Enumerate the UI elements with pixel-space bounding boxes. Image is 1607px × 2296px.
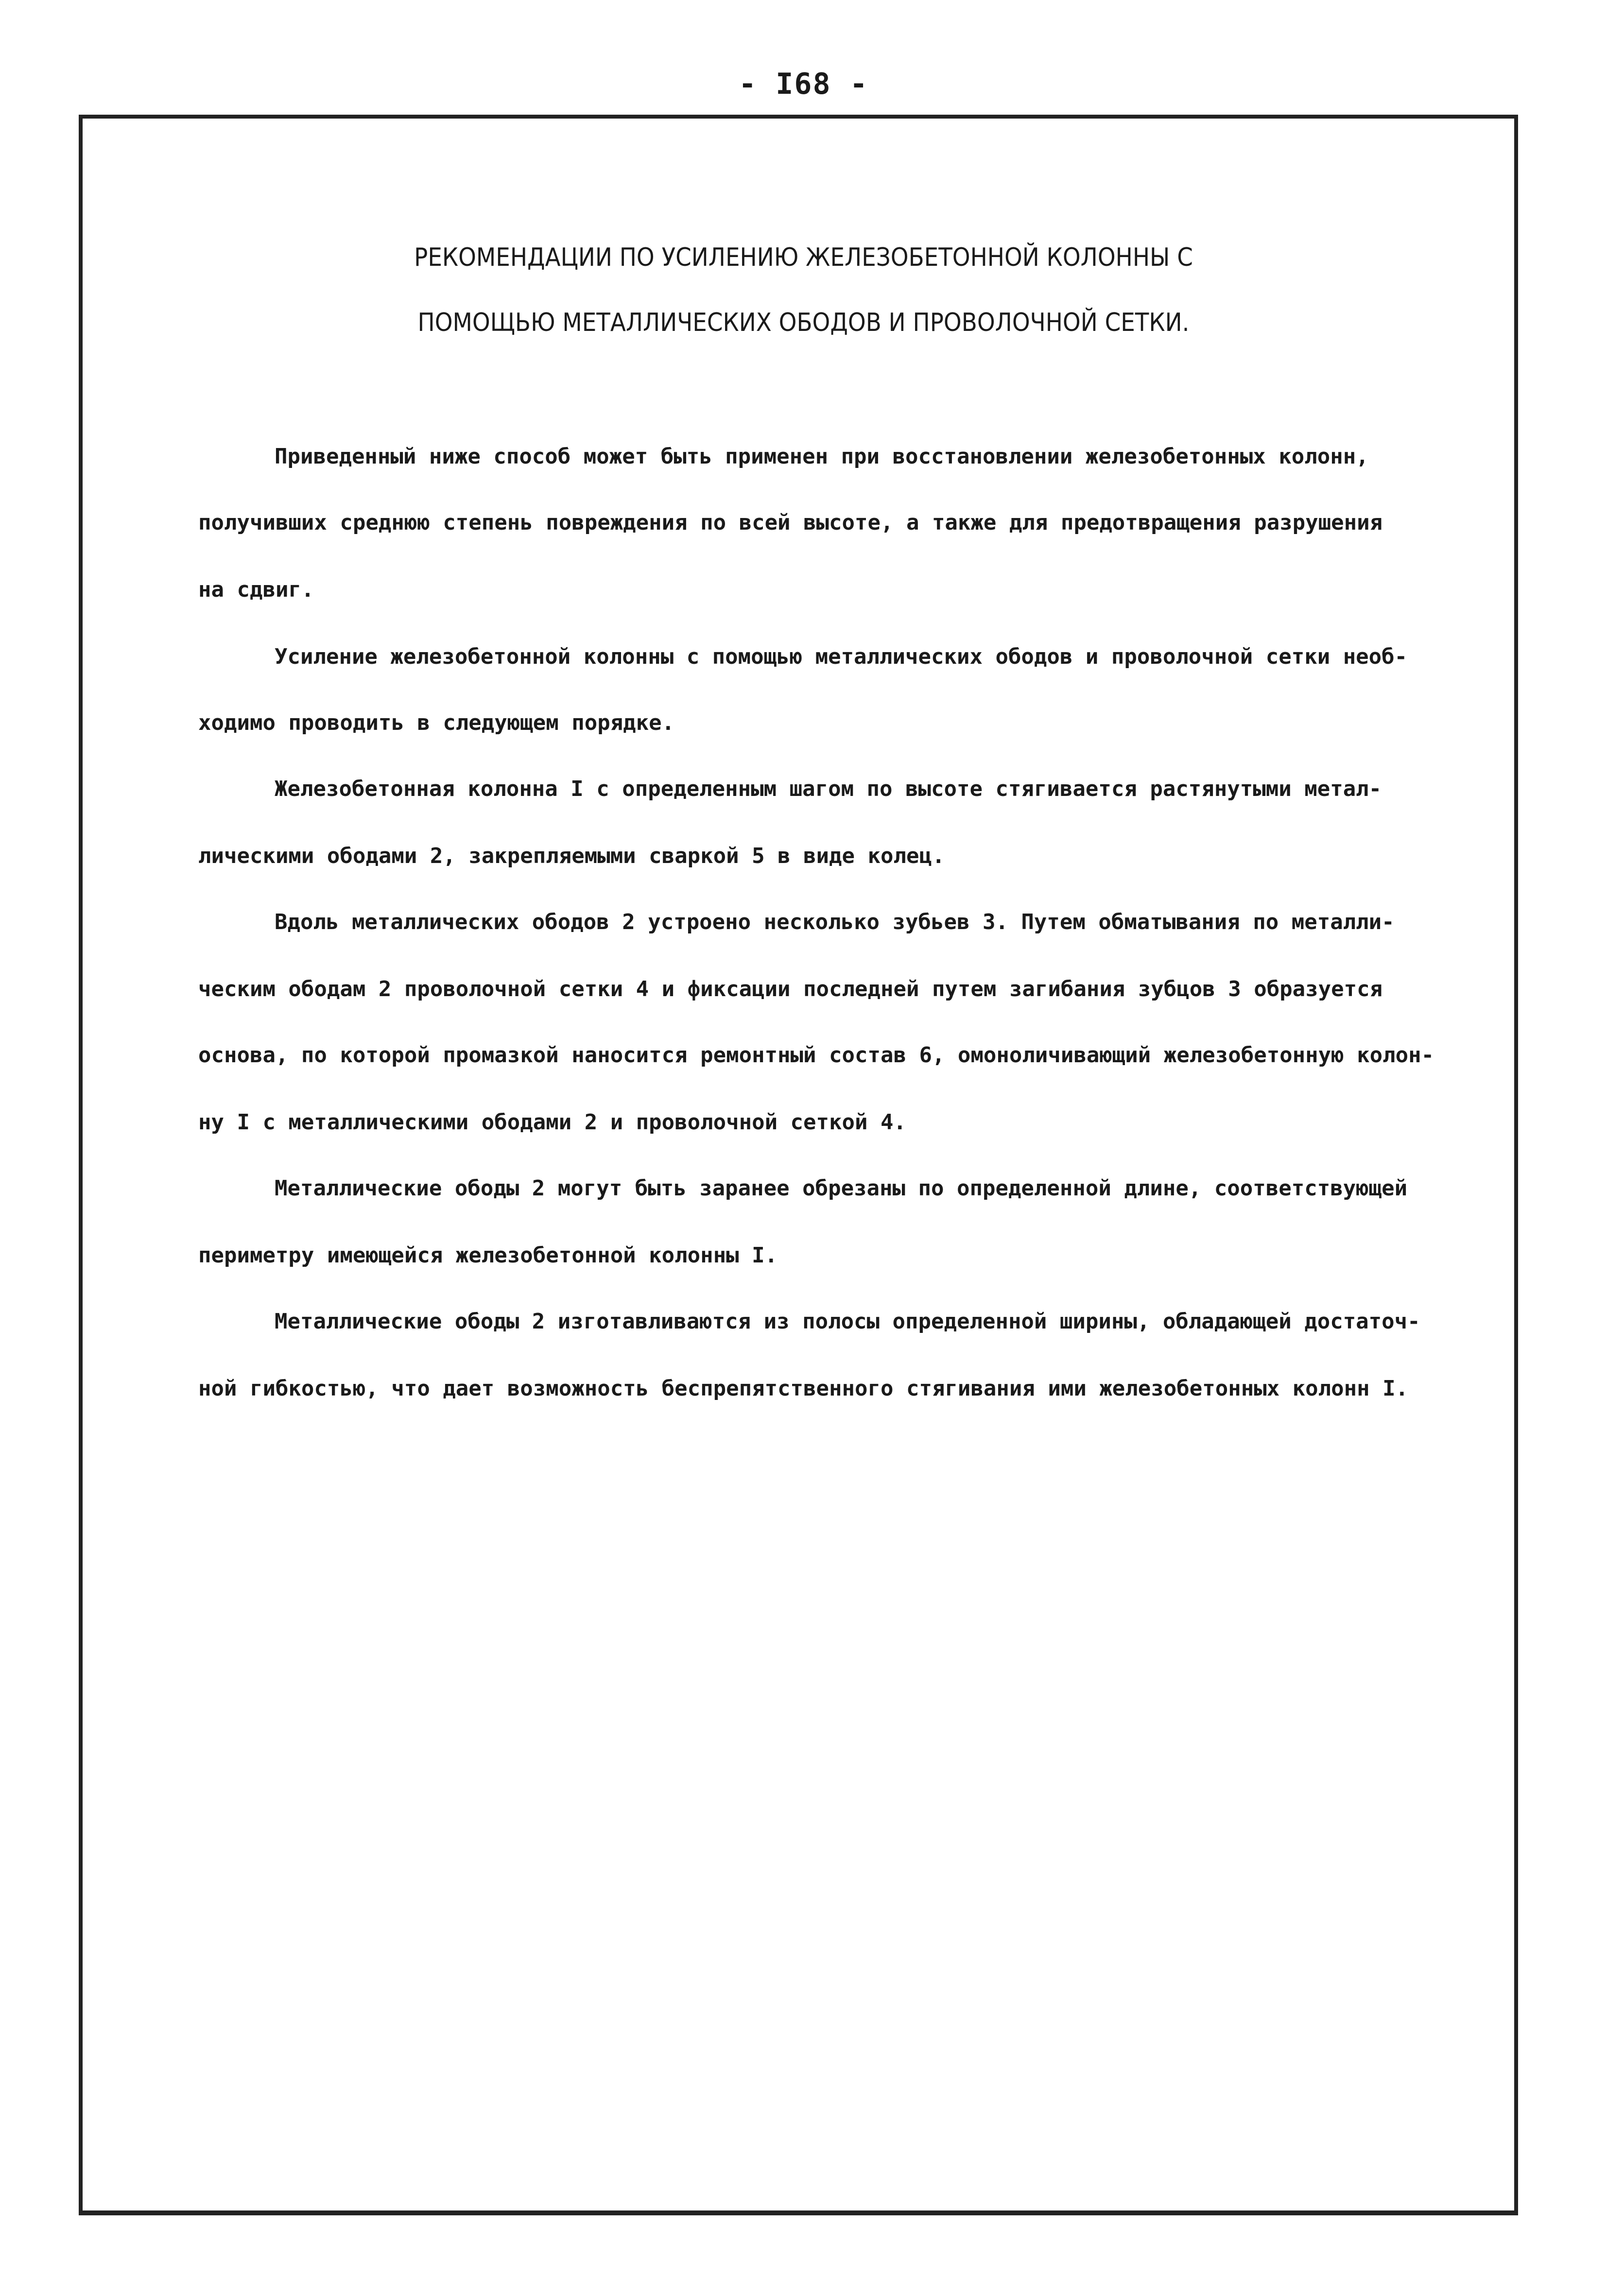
body-line: Вдоль металлических ободов 2 устроено несколько зубьев 3. Путем обматывания по металли- — [275, 910, 1395, 934]
page-frame — [79, 115, 1518, 2215]
document-title-line-2: ПОМОЩЬЮ МЕТАЛЛИЧЕСКИХ ОБОДОВ И ПРОВОЛОЧНОЙ СЕТКИ. — [417, 308, 1190, 337]
body-line: Металлические ободы 2 могут быть заранее обрезаны по определенной длине, соответствующей — [275, 1176, 1408, 1201]
body-line: ной гибкостью, что дает возможность беспрепятственного стягивания ими железобетонных колонн I. — [198, 1376, 1409, 1401]
body-line: на сдвиг. — [198, 577, 314, 602]
body-line: ческим ободам 2 проволочной сетки 4 и фиксации последней путем загибания зубцов 3 образуется — [198, 977, 1383, 1001]
body-line: лическими ободами 2, закрепляемыми сваркой 5 в виде колец. — [198, 844, 945, 868]
body-line: ну I с металлическими ободами 2 и проволочной сеткой 4. — [198, 1110, 906, 1135]
document-title-line-1: РЕКОМЕНДАЦИИ ПО УСИЛЕНИЮ ЖЕЛЕЗОБЕТОННОЙ КОЛОННЫ С — [414, 243, 1193, 272]
body-line: Усиление железобетонной колонны с помощью металлических ободов и проволочной сетки необ- — [275, 644, 1408, 669]
body-line: Металлические ободы 2 изготавливаются из полосы определенной ширины, обладающей достаточ- — [275, 1309, 1420, 1334]
body-line: Железобетонная колонна I с определенным шагом по высоте стягивается растянутыми метал- — [275, 777, 1382, 801]
body-line: основа, по которой промазкой наносится ремонтный состав 6, омоноличивающий железобетонную колон- — [198, 1043, 1434, 1068]
body-line: периметру имеющейся железобетонной колонны I. — [198, 1243, 778, 1268]
page-number: - I68 - — [739, 67, 868, 101]
body-line: ходимо проводить в следующем порядке. — [198, 710, 675, 735]
body-line: получивших среднюю степень повреждения по всей высоте, а также для предотвращения разрушения — [198, 510, 1383, 535]
body-line: Приведенный ниже способ может быть применен при восстановлении железобетонных колонн, — [275, 444, 1369, 469]
